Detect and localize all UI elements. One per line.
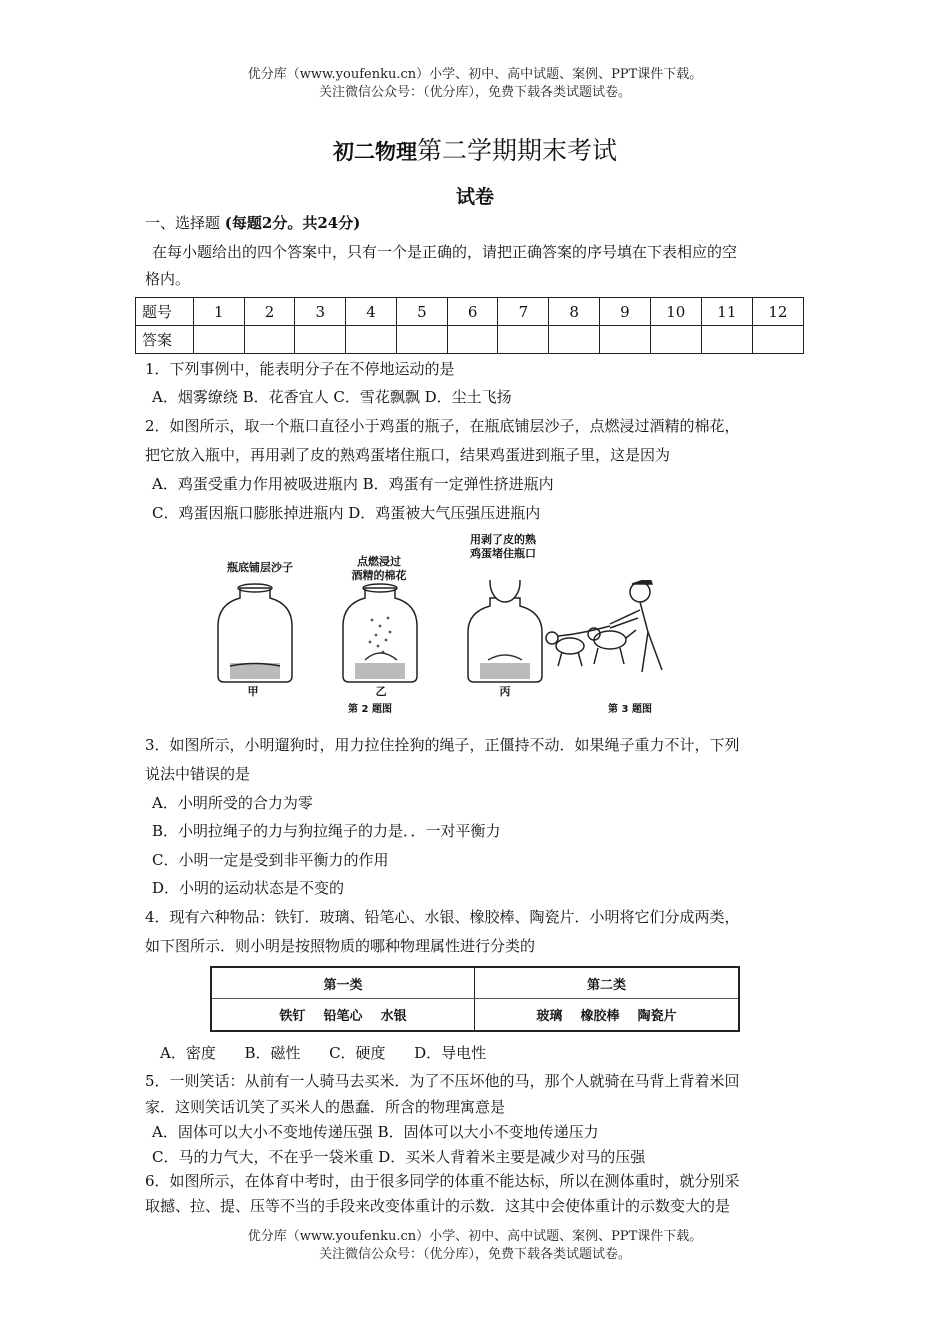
class1-items: 铁钉 铅笔心 水银 bbox=[279, 1009, 407, 1024]
q2-stem-2: 把它放入瓶中，再用剥了皮的熟鸡蛋堵住瓶口，结果鸡蛋进到瓶子里，这是因为 bbox=[145, 446, 671, 464]
header-line-1: 优分库（www.youfenku.cn）小学、初中、高中试题、案例、PPT课件下载。 bbox=[247, 67, 703, 82]
title-subject: 初二物理 bbox=[332, 139, 417, 164]
bottle-yi-illustration bbox=[343, 584, 417, 682]
answer-table bbox=[135, 297, 804, 354]
fig-label-bing-top bbox=[453, 533, 553, 561]
fig-label-jia: 甲 bbox=[247, 685, 259, 698]
bottle-bing-illustration bbox=[468, 580, 542, 682]
q3-option-b: B．小明拉绳子的力与狗拉绳子的力是．．一对平衡力 bbox=[152, 822, 501, 840]
answer-cell[interactable] bbox=[498, 326, 549, 354]
answer-cell[interactable] bbox=[396, 326, 447, 354]
answer-cell[interactable] bbox=[193, 326, 244, 354]
answer-cell[interactable] bbox=[295, 326, 346, 354]
q4-stem-2: 如下图所示．则小明是按照物质的哪种物理属性进行分类的 bbox=[145, 937, 536, 955]
table-cell: 9 bbox=[600, 298, 651, 326]
table-row-label: 题号 bbox=[136, 298, 194, 326]
title-main: 第二学期期末考试 bbox=[416, 136, 617, 165]
figure-bottles-and-dog bbox=[200, 580, 680, 685]
table-cell: 11 bbox=[701, 298, 752, 326]
table-cell: 2 bbox=[244, 298, 295, 326]
table-cell: 12 bbox=[752, 298, 803, 326]
person-walking-dog-illustration bbox=[546, 580, 662, 672]
classification-table bbox=[210, 966, 740, 1032]
instruction-line-2: 格内。 bbox=[145, 270, 191, 288]
q3-option-c: C．小明一定是受到非平衡力的作用 bbox=[152, 851, 389, 869]
q4-options: A．密度 B．磁性 C．硬度 D．导电性 bbox=[160, 1044, 487, 1062]
table-cell: 10 bbox=[650, 298, 701, 326]
fig-label-bing-line1: 用剥了皮的熟 bbox=[470, 533, 536, 546]
q6-stem-1: 6．如图所示，在体育中考时，由于很多同学的体重不能达标，所以在测体重时，就分别采 bbox=[145, 1172, 740, 1190]
q2-options-cd: C．鸡蛋因瓶口膨胀掉进瓶内 D．鸡蛋被大气压强压进瓶内 bbox=[152, 504, 541, 522]
table-row-numbers bbox=[136, 298, 804, 326]
q3-stem-2: 说法中错误的是 bbox=[145, 765, 251, 783]
fig-label-bing: 丙 bbox=[499, 685, 511, 698]
table-cell: 5 bbox=[396, 298, 447, 326]
q5-stem-1: 5．一则笑话：从前有一人骑马去买米．为了不压坏他的马，那个人就骑在马背上背着米回 bbox=[145, 1072, 740, 1090]
class1-header: 第一类 bbox=[323, 978, 363, 993]
q1-stem: 1．下列事例中，能表明分子在不停地运动的是 bbox=[145, 360, 455, 378]
table-cell: 1 bbox=[193, 298, 244, 326]
fig-label-yi-line1: 点燃浸过 bbox=[357, 555, 401, 568]
table-row-label: 答案 bbox=[136, 326, 194, 354]
answer-cell[interactable] bbox=[650, 326, 701, 354]
q2-stem-1: 2．如图所示，取一个瓶口直径小于鸡蛋的瓶子，在瓶底铺层沙子，点燃浸过酒精的棉花， bbox=[145, 417, 740, 435]
table-cell: 6 bbox=[447, 298, 498, 326]
q2-options-ab: A．鸡蛋受重力作用被吸进瓶内 B．鸡蛋有一定弹性挤进瓶内 bbox=[152, 475, 554, 493]
table-cell: 3 bbox=[295, 298, 346, 326]
table-row-answers bbox=[136, 326, 804, 354]
footer-line-1: 优分库（www.youfenku.cn）小学、初中、高中试题、案例、PPT课件下载。 bbox=[247, 1229, 703, 1244]
fig-label-yi: 乙 bbox=[375, 685, 387, 698]
q1-options: A．烟雾缭绕 B．花香宜人 C．雪花飘飘 D．尘土飞扬 bbox=[152, 388, 512, 406]
exam-subtitle: 试卷 bbox=[455, 186, 494, 208]
fig-label-yi-line2: 酒精的棉花 bbox=[351, 569, 407, 582]
page-footer bbox=[0, 1228, 950, 1264]
class2-header: 第二类 bbox=[586, 978, 626, 993]
section-points: (每题2分。共24分) bbox=[224, 214, 361, 232]
answer-cell[interactable] bbox=[600, 326, 651, 354]
answer-cell[interactable] bbox=[752, 326, 803, 354]
answer-cell[interactable] bbox=[244, 326, 295, 354]
answer-cell[interactable] bbox=[346, 326, 397, 354]
answer-cell[interactable] bbox=[447, 326, 498, 354]
q5-stem-2: 家．这则笑话讥笑了买米人的愚蠢．所含的物理寓意是 bbox=[145, 1098, 506, 1116]
table-cell: 4 bbox=[346, 298, 397, 326]
fig-caption-2: 第 2 题图 bbox=[348, 704, 392, 715]
fig-caption-3: 第 3 题图 bbox=[608, 704, 652, 715]
fig-label-bing-line2: 鸡蛋堵住瓶口 bbox=[470, 547, 536, 560]
fig-label-jia-top: 瓶底铺层沙子 bbox=[227, 561, 293, 574]
bottle-jia-illustration bbox=[218, 584, 292, 682]
q3-option-a: A．小明所受的合力为零 bbox=[152, 794, 313, 812]
fig-label-yi-top bbox=[334, 555, 424, 583]
answer-cell[interactable] bbox=[549, 326, 600, 354]
header-line-2: 关注微信公众号：（优分库），免费下载各类试题试卷。 bbox=[318, 85, 631, 100]
answer-cell[interactable] bbox=[701, 326, 752, 354]
q4-stem-1: 4．现有六种物品：铁钉．玻璃、铅笔心、水银、橡胶棒、陶瓷片．小明将它们分成两类， bbox=[145, 908, 740, 926]
q6-stem-2: 取撼、拉、提、压等不当的手段来改变体重计的示数．这其中会使体重计的示数变大的是 bbox=[145, 1197, 731, 1215]
q3-stem-1: 3．如图所示，小明遛狗时，用力拉住拴狗的绳子，正僵持不动．如果绳子重力不计，下列 bbox=[145, 736, 740, 754]
exam-title bbox=[0, 134, 950, 169]
class2-items: 玻璃 橡胶棒 陶瓷片 bbox=[536, 1009, 677, 1024]
section-heading bbox=[145, 212, 360, 234]
footer-line-2: 关注微信公众号：（优分库），免费下载各类试题试卷。 bbox=[318, 1247, 631, 1262]
table-cell: 8 bbox=[549, 298, 600, 326]
q5-options-ab: A．固体可以大小不变地传递压强 B．固体可以大小不变地传递压力 bbox=[152, 1123, 599, 1141]
section-title: 一、选择题 bbox=[145, 214, 225, 232]
page-header bbox=[0, 66, 950, 102]
instruction-line-1: 在每小题给出的四个答案中，只有一个是正确的，请把正确答案的序号填在下表相应的空 bbox=[152, 243, 738, 261]
table-cell: 7 bbox=[498, 298, 549, 326]
q5-options-cd: C．马的力气大，不在乎一袋米重 D．买米人背着米主要是减少对马的压强 bbox=[152, 1148, 646, 1166]
q3-option-d: D．小明的运动状态是不变的 bbox=[152, 879, 345, 897]
